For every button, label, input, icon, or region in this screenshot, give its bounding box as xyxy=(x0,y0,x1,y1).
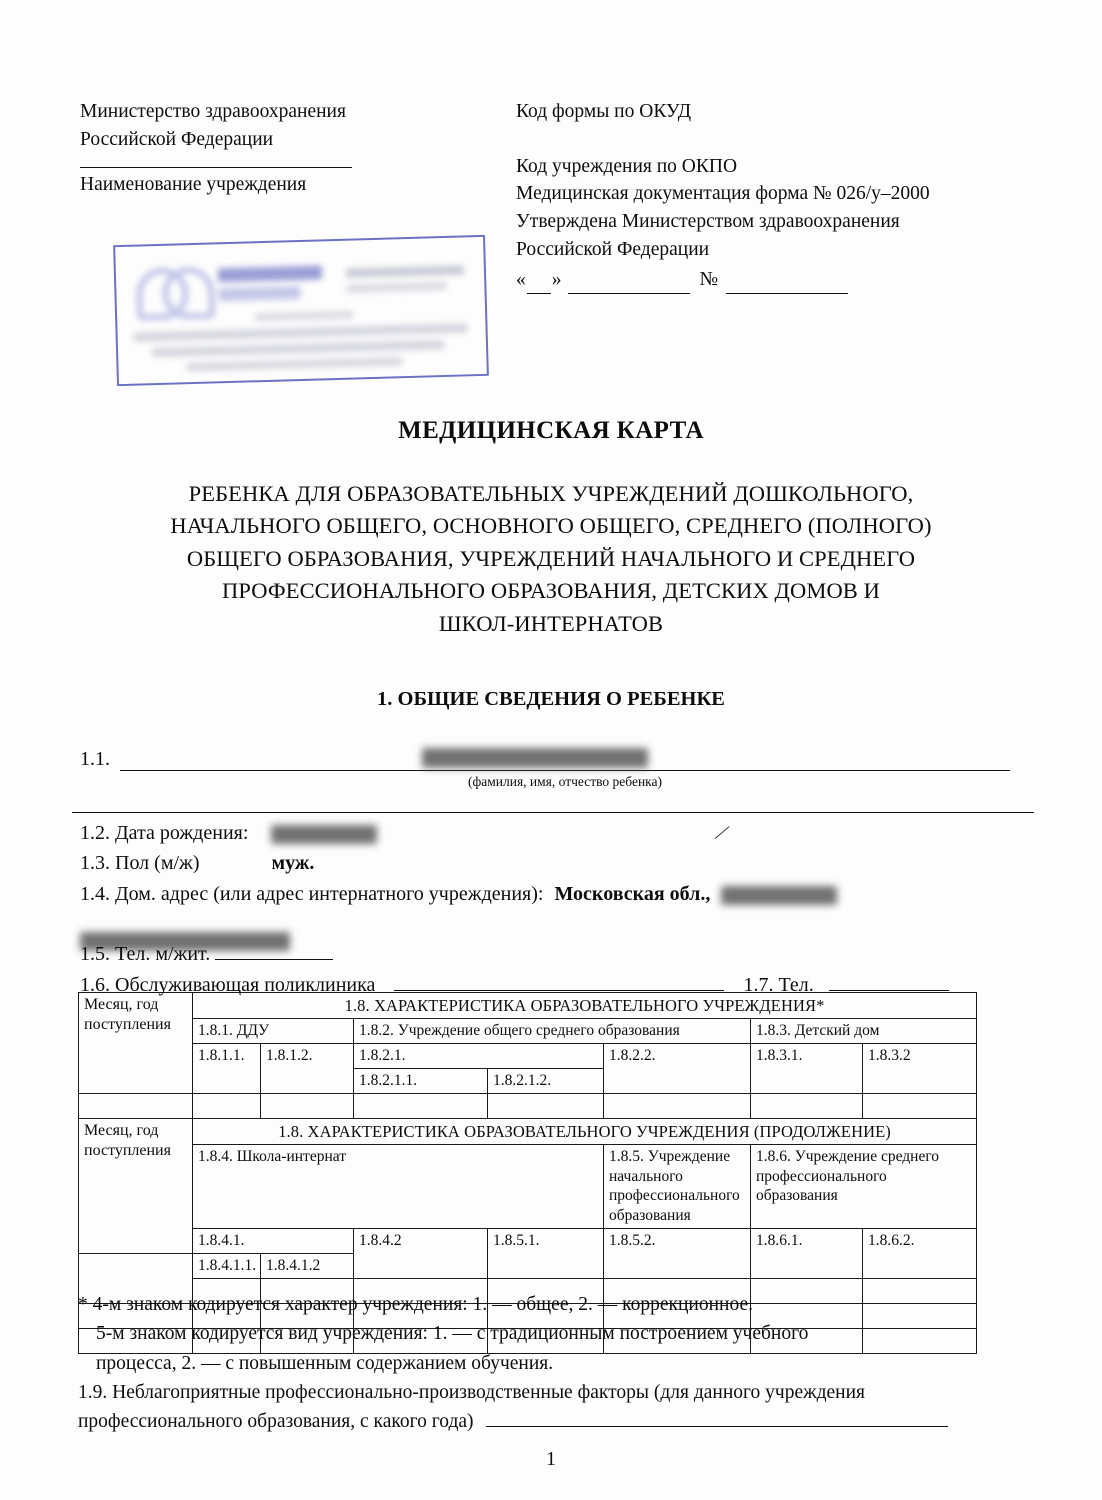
page-number: 1 xyxy=(546,1448,556,1470)
divider-above-1-2 xyxy=(72,812,1034,813)
form-number-label: Медицинская документация форма № 026/у–2000 xyxy=(516,183,930,205)
entry-month-year-1[interactable] xyxy=(79,1093,193,1118)
quote-open: « xyxy=(516,269,526,291)
table-row xyxy=(79,1043,977,1068)
subtitle-line-4: ПРОФЕССИОНАЛЬНОГО ОБРАЗОВАНИЯ, ДЕТСКИХ ДОМОВ И xyxy=(221,578,880,604)
group-1-8-4: 1.8.4. Школа-интернат xyxy=(193,1144,604,1228)
entry-1-8-1-1[interactable] xyxy=(193,1093,261,1118)
stamp-text-line-1 xyxy=(255,311,353,322)
month-year-header-2 xyxy=(79,1118,193,1253)
subtitle-line-3: ОБЩЕГО ОБРАЗОВАНИЯ, УЧРЕЖДЕНИЙ НАЧАЛЬНОГО И СРЕДНЕГО xyxy=(186,545,916,571)
okpo-code-label: Код учреждения по ОКПО xyxy=(516,155,738,177)
ministry-line-1: Министерство здравоохранения xyxy=(80,101,346,122)
table-title-part-1: 1.8. ХАРАКТЕРИСТИКА ОБРАЗОВАТЕЛЬНОГО УЧРЕЖДЕНИЯ* xyxy=(193,993,977,1019)
cell-1-8-3-2[interactable]: 1.8.3.2 xyxy=(863,1043,977,1093)
table-row xyxy=(79,1229,977,1254)
field-1-5 xyxy=(80,939,1038,969)
okud-code-label: Код формы по ОКУД xyxy=(516,101,692,122)
field-1-7-label: 1.7. Тел. xyxy=(743,973,814,996)
field-1-1-input[interactable] xyxy=(120,748,1010,771)
entry-1-8-2-2[interactable] xyxy=(604,1093,751,1118)
institution-name-caption: Наименование учреждения xyxy=(80,174,307,196)
field-1-1 xyxy=(80,748,1010,790)
cell-1-8-4-1[interactable]: 1.8.4.1. xyxy=(193,1229,354,1254)
page-subtitle xyxy=(96,478,1006,640)
stamp-content-blurred xyxy=(113,235,489,386)
field-1-6-label: 1.6. Обслуживающая поликлиника xyxy=(80,973,376,996)
field-1-1-number: 1.1. xyxy=(80,748,110,770)
stamp-text-line-2 xyxy=(134,323,468,341)
footnote-line-1: * 4-м знаком кодируется характер учреждения: 1. — общее, 2. — коррекционное. xyxy=(78,1294,753,1315)
month-year-label-2: Месяц, год поступления xyxy=(84,1121,171,1160)
table-row xyxy=(79,993,977,1019)
logo-ring-right xyxy=(162,266,215,319)
footnote-line-3: процесса, 2. — с повышенным содержанием обучения. xyxy=(96,1352,554,1374)
cell-1-8-3-1[interactable]: 1.8.3.1. xyxy=(751,1043,863,1093)
month-year-header-1 xyxy=(79,993,193,1094)
cell-1-8-2-2[interactable]: 1.8.2.2. xyxy=(604,1043,751,1093)
number-sign: № xyxy=(699,269,719,291)
cell-1-8-2-1-1[interactable]: 1.8.2.1.1. xyxy=(354,1068,488,1093)
document-number-blank-field[interactable] xyxy=(726,280,848,294)
stamp-logo-word-2 xyxy=(218,286,300,301)
field-1-4-value[interactable]: Московская обл., xyxy=(554,882,711,905)
group-1-8-5: 1.8.5. Учреждение начального профессионального образования xyxy=(604,1144,751,1228)
stamp-text-line-4 xyxy=(186,357,402,371)
header-right-block xyxy=(516,98,1036,294)
field-1-5-input[interactable] xyxy=(215,945,333,960)
field-1-6-input[interactable] xyxy=(394,976,724,991)
field-1-2-label: 1.2. Дата рождения: xyxy=(80,822,249,844)
institution-name-rule xyxy=(80,167,352,168)
month-blank-field[interactable] xyxy=(568,280,690,294)
field-1-9-label: 1.9. Неблагоприятные профессионально-производственные факторы (для данного учреждения xyxy=(78,1381,866,1403)
approved-line-2: Российской Федерации xyxy=(516,238,710,260)
field-1-3 xyxy=(80,848,1038,878)
cell-1-8-6-2[interactable]: 1.8.6.2. xyxy=(863,1229,977,1279)
entry-1-8-2-1-1[interactable] xyxy=(354,1093,488,1118)
cell-1-8-1-1[interactable]: 1.8.1.1. xyxy=(193,1043,261,1093)
field-1-9-label-cont: профессионального образования, с какого года) xyxy=(78,1411,474,1432)
subtitle-line-2: НАЧАЛЬНОГО ОБЩЕГО, ОСНОВНОГО ОБЩЕГО, СРЕДНЕГО (ПОЛНОГО) xyxy=(170,513,932,539)
field-1-1-caption: (фамилия, имя, отчество ребенка) xyxy=(467,774,663,789)
fields-1-2-to-1-7 xyxy=(80,818,1038,1000)
field-1-2-redacted-value xyxy=(271,825,377,844)
field-1-4-label: 1.4. Дом. адрес (или адрес интернатного учреждения): xyxy=(80,882,544,905)
field-1-3-value[interactable]: муж. xyxy=(271,852,315,875)
cell-1-8-6-1[interactable]: 1.8.6.1. xyxy=(751,1229,863,1279)
cell-1-8-4-1-2[interactable]: 1.8.4.1.2 xyxy=(261,1253,354,1278)
cell-1-8-2-1[interactable]: 1.8.2.1. xyxy=(354,1043,604,1068)
entry-1-8-3-2[interactable] xyxy=(863,1093,977,1118)
page-title: МЕДИЦИНСКАЯ КАРТА xyxy=(398,417,704,444)
field-1-7-input[interactable] xyxy=(829,976,949,991)
table-row xyxy=(79,1093,977,1118)
table-row xyxy=(79,1019,977,1044)
table-title-part-2: 1.8. ХАРАКТЕРИСТИКА ОБРАЗОВАТЕЛЬНОГО УЧРЕЖДЕНИЯ (ПРОДОЛЖЕНИЕ) xyxy=(193,1118,977,1144)
section-1-heading: 1. ОБЩИЕ СВЕДЕНИЯ О РЕБЕНКЕ xyxy=(377,688,725,710)
group-1-8-6: 1.8.6. Учреждение среднего профессионального образования xyxy=(751,1144,977,1228)
entry-1-8-1-2[interactable] xyxy=(261,1093,354,1118)
subtitle-line-5: ШКОЛ-ИНТЕРНАТОВ xyxy=(438,610,664,636)
field-1-5-label: 1.5. Тел. м/жит. xyxy=(80,943,211,966)
group-1-8-2: 1.8.2. Учреждение общего среднего образования xyxy=(354,1019,751,1044)
stamp-addr-word-1 xyxy=(346,265,464,277)
ministry-line-2: Российской Федерации xyxy=(80,128,274,150)
field-1-4-line-2 xyxy=(80,909,1038,939)
handwritten-slash-mark: ⁄ xyxy=(717,819,728,846)
month-year-label-1: Месяц, год поступления xyxy=(84,996,171,1034)
stamp-text-line-3 xyxy=(152,340,444,357)
quote-close: » xyxy=(551,269,562,291)
footnote-block xyxy=(78,1290,1036,1436)
institution-stamp xyxy=(113,235,489,386)
subtitle-line-1: РЕБЕНКА ДЛЯ ОБРАЗОВАТЕЛЬНЫХ УЧРЕЖДЕНИЙ ДОШКОЛЬНОГО, xyxy=(188,481,914,506)
cell-1-8-4-2[interactable]: 1.8.4.2 xyxy=(354,1229,488,1279)
field-1-1-redacted-value xyxy=(422,748,648,768)
group-1-8-3: 1.8.3. Детский дом xyxy=(751,1019,977,1044)
cell-1-8-1-2[interactable]: 1.8.1.2. xyxy=(261,1043,354,1093)
stamp-addr-word-2 xyxy=(346,282,446,293)
entry-1-8-2-1-2[interactable] xyxy=(488,1093,604,1118)
clinic-logo-icon xyxy=(136,265,209,311)
footnote-line-2: 5-м знаком кодируется вид учреждения: 1. — с традиционным построением учебного xyxy=(96,1323,809,1345)
cell-1-8-2-1-2[interactable]: 1.8.2.1.2. xyxy=(488,1068,604,1093)
table-row xyxy=(79,1118,977,1144)
table-row xyxy=(79,1144,977,1228)
header-left-block xyxy=(80,98,480,199)
document-date-line xyxy=(516,266,1036,294)
field-1-3-label: 1.3. Пол (м/ж) xyxy=(80,852,200,875)
field-1-4 xyxy=(80,879,1038,909)
stamp-logo-word-1 xyxy=(218,265,322,282)
field-1-9-input[interactable] xyxy=(486,1411,948,1427)
field-1-9-line-2 xyxy=(78,1407,1036,1436)
group-1-8-1: 1.8.1. ДДУ xyxy=(193,1019,354,1044)
field-1-2 xyxy=(80,818,1038,848)
header-spacer xyxy=(516,126,1036,153)
approved-line-1: Утверждена Министерством здравоохранения xyxy=(516,211,900,233)
field-1-4-redacted-city xyxy=(721,886,837,905)
entry-1-8-3-1[interactable] xyxy=(751,1093,863,1118)
cell-1-8-5-2[interactable]: 1.8.5.2. xyxy=(604,1229,751,1279)
day-blank-field[interactable] xyxy=(527,280,551,294)
cell-1-8-4-1-1[interactable]: 1.8.4.1.1. xyxy=(193,1253,261,1278)
cell-1-8-5-1[interactable]: 1.8.5.1. xyxy=(488,1229,604,1279)
